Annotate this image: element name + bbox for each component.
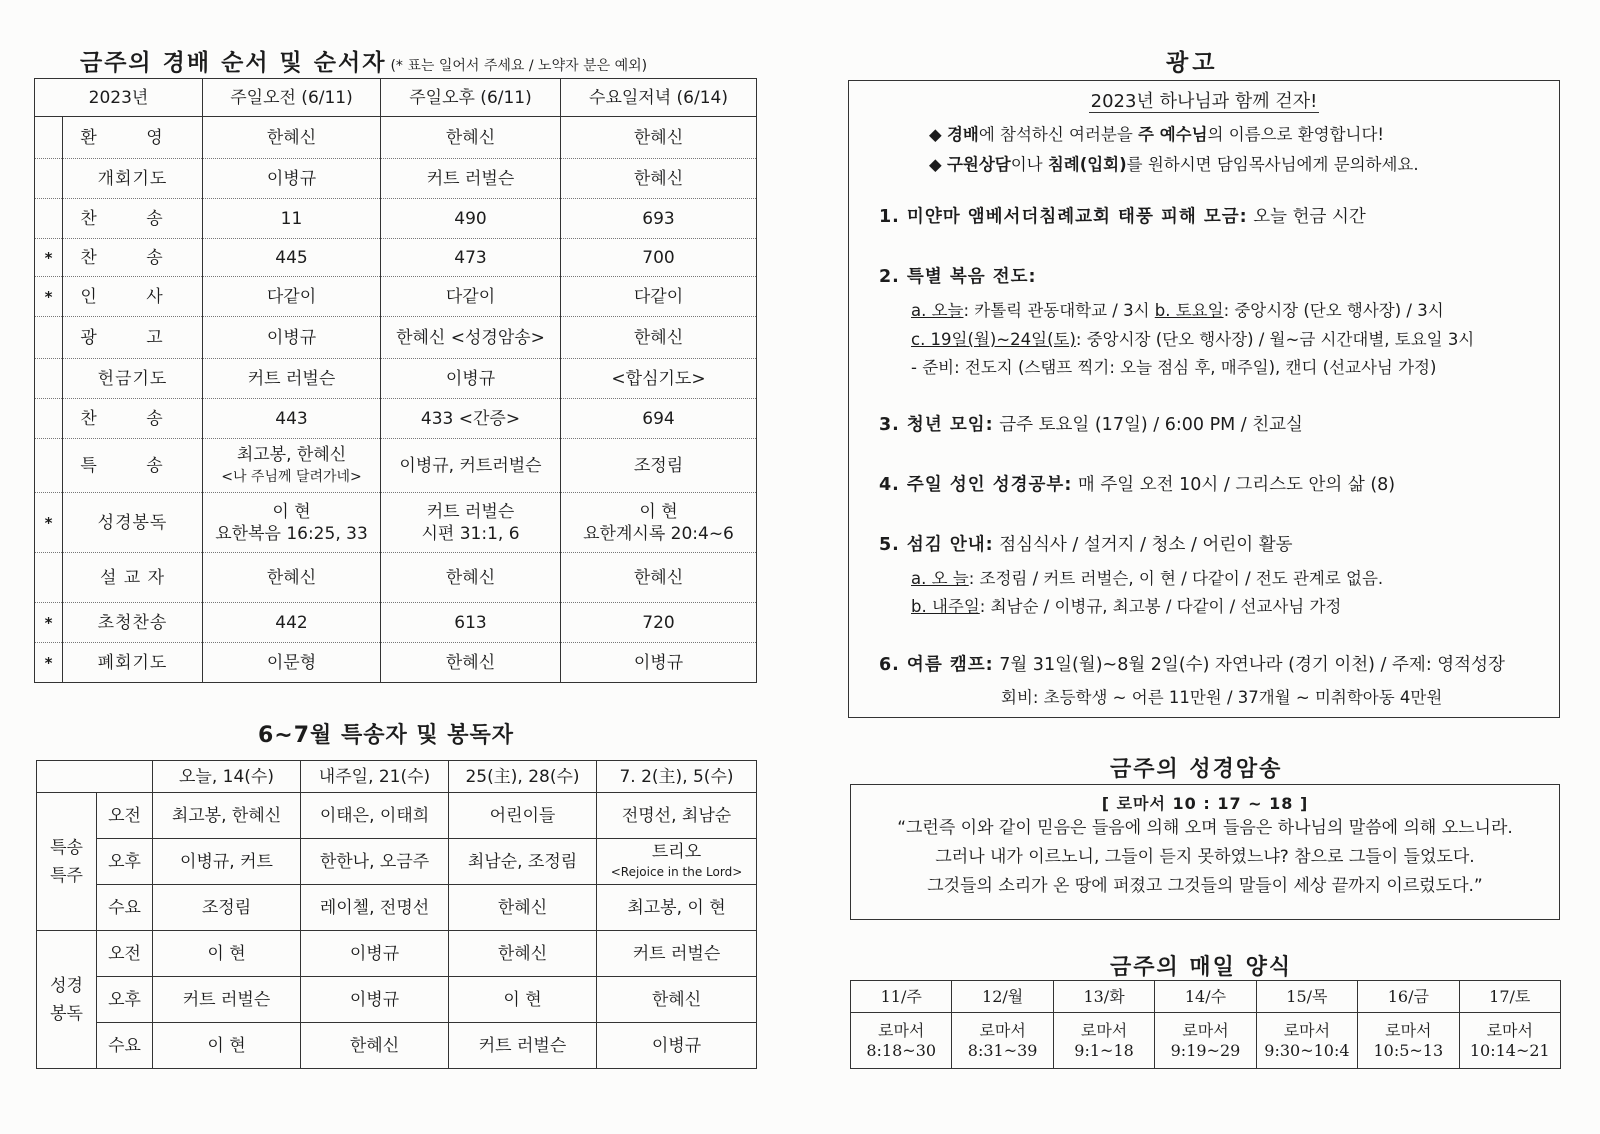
singers-cell-text: 이병규 [349, 989, 400, 1010]
worship-item: 인 사 [63, 277, 203, 317]
ads-bullet-text: 경배 [946, 125, 979, 144]
daily-verses: 9:30~10:4 [1264, 1040, 1350, 1060]
verse-line: “그런즉 이와 같이 믿음은 들음에 의해 오며 들음은 하나님의 말씀에 의해 오느니라. [897, 818, 1513, 838]
worship-cell-text: 433 <간증> [420, 408, 521, 429]
worship-cell-text: 이병규 [633, 652, 684, 673]
singers-cell [449, 793, 597, 839]
worship-cell [561, 317, 757, 359]
singers-cell [449, 1023, 597, 1069]
daily-book: 로마서 [1182, 1020, 1229, 1040]
diamond-icon: ◆ [929, 155, 947, 174]
standing-marker [35, 159, 63, 199]
singers-cell-text: 이병규 [349, 943, 400, 964]
singers-row [37, 1023, 757, 1069]
worship-cell [561, 277, 757, 317]
ads-subitem [911, 297, 1444, 321]
worship-item: 찬 송 [63, 239, 203, 277]
worship-cell [381, 159, 561, 199]
worship-cell [561, 117, 757, 159]
ads-subitem [911, 565, 1383, 589]
ads-subitem-text: : 중앙시장 (단오 행사장) / 월~금 시간대별, 토요일 3시 [1075, 330, 1475, 349]
worship-row [35, 399, 757, 439]
ads-subitem-text: 회비: 초등학생 ~ 어른 11만원 / 37개월 ~ 미취학아동 4만원 [1001, 688, 1443, 707]
worship-cell [561, 493, 757, 553]
ads-subitem-text: c. 19일(월)~24일(토) [911, 330, 1076, 349]
singers-time: 오전 [97, 793, 153, 839]
singers-cell-text: 이병규, 커트 [180, 851, 273, 872]
worship-cell [381, 553, 561, 603]
worship-cell-text: 한혜신 [633, 567, 684, 588]
singers-cell-text: 커트 러벌슨 [182, 989, 271, 1010]
ads-item-heading: 6. 여름 캠프: [879, 655, 994, 675]
worship-row [35, 159, 757, 199]
ads-bullet-text: 의 이름으로 환영합니다! [1207, 125, 1385, 144]
singers-cell-text: 어린이들 [489, 805, 556, 826]
ads-bullet [929, 121, 1559, 145]
singers-cell-text: 이병규 [651, 1035, 702, 1056]
worship-cell-subtext: 요한복음 16:25, 33 [215, 523, 368, 544]
ads-item [879, 471, 1395, 496]
singers-row [37, 977, 757, 1023]
singers-cell [301, 1023, 449, 1069]
ads-item [879, 651, 1505, 676]
singers-cell [153, 1023, 301, 1069]
verse-reference: [ 로마서 10 : 17 ~ 18 ] [1101, 794, 1309, 813]
daily-title: 금주의 매일 양식 [1110, 955, 1293, 980]
singers-cell [597, 931, 757, 977]
verse-box [850, 784, 1560, 920]
worship-cell-text: 한혜신 [445, 567, 496, 588]
worship-cell-text: 커트 러벌슨 [426, 168, 515, 189]
worship-order-heading: 금주의 경배 순서 및 순서자 [80, 50, 387, 76]
standing-marker [35, 199, 63, 239]
worship-cell [203, 439, 381, 493]
worship-cell [203, 117, 381, 159]
daily-reading [1358, 1013, 1459, 1069]
standing-marker: * [35, 493, 63, 553]
worship-item: 특 송 [63, 439, 203, 493]
worship-cell-text: 한혜신 [445, 127, 496, 148]
daily-reading [1256, 1013, 1357, 1069]
ads-item-heading: 4. 주일 성인 성경공부: [879, 475, 1073, 495]
worship-cell-text: 커트 러벌슨 [426, 501, 515, 522]
worship-cell-text: 한혜신 [633, 127, 684, 148]
worship-cell [203, 493, 381, 553]
singers-cell-text: 한혜신 [651, 989, 702, 1010]
singers-header-cell: 7. 2(主), 5(수) [597, 761, 757, 793]
worship-order-table [34, 78, 757, 683]
ads-bullet-text: 구원상담 [946, 155, 1011, 174]
ads-subitem-text: a. 오늘 [911, 301, 964, 320]
singers-cell [301, 931, 449, 977]
singers-cell [301, 839, 449, 885]
worship-header-cell: 2023년 [35, 79, 203, 117]
singers-cell-text: 한혜신 [497, 897, 548, 918]
ads-subitem-text: a. 오 늘 [911, 569, 969, 588]
worship-cell [381, 493, 561, 553]
standing-marker [35, 359, 63, 399]
singers-cell-subtext: <Rejoice in the Lord> [610, 864, 743, 879]
worship-cell [203, 159, 381, 199]
verse-title: 금주의 성경암송 [1110, 757, 1283, 782]
worship-cell [381, 399, 561, 439]
worship-cell-text: 693 [642, 208, 675, 229]
worship-cell-text: 한혜신 [633, 327, 684, 348]
ads-item [879, 411, 1303, 436]
diamond-icon: ◆ [929, 125, 947, 144]
daily-day: 16/금 [1358, 981, 1459, 1013]
ads-subitem [911, 593, 1341, 617]
worship-row [35, 317, 757, 359]
ads-item [879, 203, 1366, 228]
ads-subitem-text: b. 토요일 [1154, 301, 1224, 320]
standing-marker: * [35, 643, 63, 683]
singers-cell [597, 839, 757, 885]
worship-cell-text: 445 [275, 247, 308, 268]
worship-cell [203, 239, 381, 277]
worship-cell [561, 159, 757, 199]
singers-cell [597, 885, 757, 931]
singers-row [37, 885, 757, 931]
worship-cell-text: 694 [642, 408, 675, 429]
daily-book: 로마서 [979, 1020, 1026, 1040]
ads-bullet-text: 에 참석하신 여러분을 [978, 125, 1139, 144]
singers-cell [153, 885, 301, 931]
ads-subitem-text: : 최남순 / 이병규, 최고봉 / 다같이 / 선교사님 가정 [979, 597, 1342, 616]
worship-cell [561, 439, 757, 493]
daily-book: 로마서 [1283, 1020, 1331, 1040]
singers-cell-text: 최고봉, 이 현 [627, 897, 726, 918]
worship-item: 폐회기도 [63, 643, 203, 683]
worship-header-row [35, 79, 757, 117]
worship-cell [561, 399, 757, 439]
daily-book: 로마서 [878, 1020, 925, 1040]
worship-cell-text: 이병규 [266, 168, 317, 189]
worship-cell-text: 한혜신 [266, 127, 317, 148]
ads-subitem-text: - 준비: 전도지 (스탬프 찍기: 오늘 점심 후, 매주일), 캔디 (선교사님 가정) [911, 358, 1437, 377]
ads-item-text: 점심식사 / 설거지 / 청소 / 어린이 활동 [993, 535, 1293, 555]
singers-cell-text: 한한나, 오금주 [319, 851, 430, 872]
worship-row [35, 277, 757, 317]
worship-cell-text: 11 [280, 208, 303, 229]
daily-reading [851, 1013, 952, 1069]
worship-cell-text: 443 [275, 408, 308, 429]
worship-cell [561, 603, 757, 643]
singers-time: 오전 [97, 931, 153, 977]
worship-row [35, 643, 757, 683]
standing-marker [35, 117, 63, 159]
worship-cell-text: 이병규 [266, 327, 317, 348]
daily-book: 로마서 [1080, 1020, 1128, 1040]
worship-cell-subtext: <나 주님께 달려가네> [221, 468, 362, 485]
worship-row [35, 493, 757, 553]
singers-cell-text: 커트 러벌슨 [632, 943, 721, 964]
ads-box [848, 80, 1560, 718]
ads-subitem-text: : 카톨릭 관동대학교 / 3시 [963, 301, 1155, 320]
worship-cell-text: 442 [275, 612, 308, 633]
worship-header-cell: 주일오후 (6/11) [381, 79, 561, 117]
verse-line: 그것들의 소리가 온 땅에 퍼졌고 그것들의 말들이 세상 끝까지 이르렀도다.” [927, 876, 1483, 896]
singers-cell-text: 트리오 [651, 841, 702, 862]
worship-item: 환 영 [63, 117, 203, 159]
worship-cell-text: 최고봉, 한혜신 [236, 444, 347, 465]
worship-cell-text: 이 현 [272, 501, 311, 522]
singers-group-label: 특송 특주 [37, 793, 97, 931]
ads-subitem [1001, 684, 1442, 708]
standing-marker: * [35, 277, 63, 317]
ads-header-text: 2023년 하나님과 함께 걷자! [1090, 91, 1318, 112]
daily-verses: 8:18~30 [866, 1040, 937, 1060]
worship-row [35, 199, 757, 239]
worship-cell-subtext: 요한계시록 20:4~6 [583, 523, 734, 544]
singers-cell [153, 839, 301, 885]
daily-table [850, 980, 1561, 1069]
worship-cell-text: 720 [642, 612, 675, 633]
daily-readings-row [851, 1013, 1561, 1069]
daily-verses: 9:19~29 [1170, 1040, 1241, 1060]
daily-verses: 10:5~13 [1373, 1040, 1444, 1060]
singers-cell-text: 이 현 [503, 989, 542, 1010]
worship-row [35, 553, 757, 603]
singers-cell-text: 한혜신 [497, 943, 548, 964]
worship-cell-text: 조정림 [633, 455, 684, 476]
worship-cell-text: 700 [642, 247, 675, 268]
daily-day: 13/화 [1053, 981, 1154, 1013]
worship-item: 찬 송 [63, 199, 203, 239]
worship-cell [381, 643, 561, 683]
singers-cell-text: 전명선, 최남순 [621, 805, 732, 826]
worship-cell-text: 이병규, 커트러벌슨 [399, 455, 542, 476]
ads-subitem [911, 354, 1436, 378]
singers-cell [301, 793, 449, 839]
worship-cell [203, 643, 381, 683]
ads-title: 광고 [1166, 50, 1219, 76]
worship-item: 개회기도 [63, 159, 203, 199]
daily-verses: 10:14~21 [1469, 1040, 1550, 1060]
singers-cell [449, 931, 597, 977]
daily-day: 14/수 [1155, 981, 1256, 1013]
worship-row [35, 239, 757, 277]
worship-item: 성경봉독 [63, 493, 203, 553]
singers-cell [449, 885, 597, 931]
ads-bullet-text: 주 예수님 [1138, 125, 1208, 144]
singers-time: 오후 [97, 977, 153, 1023]
worship-item: 광 고 [63, 317, 203, 359]
singers-cell [153, 977, 301, 1023]
daily-verses: 8:31~39 [967, 1040, 1038, 1060]
singers-row [37, 839, 757, 885]
daily-day: 12/월 [952, 981, 1053, 1013]
ads-bullet-text: 침례(입회) [1047, 155, 1127, 174]
worship-cell [381, 359, 561, 399]
ads-bullet-text: 를 원하시면 담임목사님에게 문의하세요. [1126, 155, 1419, 174]
worship-cell [203, 603, 381, 643]
singers-cell-text: 이태은, 이태희 [319, 805, 430, 826]
singers-header-cell: 25(主), 28(수) [449, 761, 597, 793]
singers-header-row [37, 761, 757, 793]
worship-cell [381, 439, 561, 493]
standing-marker [35, 553, 63, 603]
daily-reading [952, 1013, 1053, 1069]
worship-cell-text: 이문형 [266, 652, 317, 673]
worship-cell [203, 199, 381, 239]
worship-cell-text: <합심기도> [611, 368, 706, 389]
worship-header-cell: 주일오전 (6/11) [203, 79, 381, 117]
ads-header [849, 87, 1559, 113]
daily-book: 로마서 [1486, 1020, 1533, 1040]
ads-item [879, 263, 1037, 288]
worship-cell-text: 한혜신 <성경암송> [396, 327, 545, 348]
standing-marker: * [35, 603, 63, 643]
daily-reading [1053, 1013, 1154, 1069]
daily-day: 17/토 [1459, 981, 1560, 1013]
worship-cell-text: 473 [454, 247, 487, 268]
singers-header-cell: 오늘, 14(수) [153, 761, 301, 793]
ads-item-text: 7월 31일(월)~8월 2일(수) 자연나라 (경기 이천) / 주제: 영적성장 [993, 655, 1505, 675]
worship-item: 초청찬송 [63, 603, 203, 643]
singers-time: 수요 [97, 1023, 153, 1069]
singers-cell [597, 977, 757, 1023]
worship-cell [381, 117, 561, 159]
worship-cell [203, 277, 381, 317]
worship-cell [561, 553, 757, 603]
worship-header-cell: 수요일저녁 (6/14) [561, 79, 757, 117]
daily-reading [1155, 1013, 1256, 1069]
worship-cell [561, 239, 757, 277]
ads-item-heading: 2. 특별 복음 전도: [879, 267, 1037, 287]
verse-line: 그러나 내가 이르노니, 그들이 듣지 못하였느냐? 참으로 그들이 들었도다. [935, 847, 1475, 867]
singers-cell-text: 최고봉, 한혜신 [171, 805, 282, 826]
singers-cell-text: 이 현 [207, 943, 246, 964]
singers-cell-text: 레이첼, 전명선 [319, 897, 430, 918]
worship-row [35, 117, 757, 159]
singers-cell [597, 1023, 757, 1069]
worship-cell-subtext: 시편 31:1, 6 [421, 523, 520, 544]
ads-item [879, 531, 1293, 556]
singers-cell [153, 931, 301, 977]
daily-days-row [851, 981, 1561, 1013]
singers-table [36, 760, 757, 1069]
worship-row [35, 603, 757, 643]
worship-cell-text: 이병규 [445, 368, 496, 389]
worship-cell [381, 199, 561, 239]
worship-item: 설 교 자 [63, 553, 203, 603]
daily-book: 로마서 [1385, 1020, 1432, 1040]
ads-item-text: 매 주일 오전 10시 / 그리스도 안의 삶 (8) [1072, 475, 1396, 495]
singers-cell-text: 이 현 [207, 1035, 246, 1056]
ads-item-heading: 5. 섬김 안내: [879, 535, 994, 555]
worship-cell-text: 한혜신 [445, 652, 496, 673]
worship-cell-text: 490 [454, 208, 487, 229]
singers-cell-text: 조정림 [201, 897, 252, 918]
worship-order-note: (* 표는 일어서 주세요 / 노약자 분은 예외) [390, 58, 648, 74]
singers-cell [597, 793, 757, 839]
worship-cell [203, 399, 381, 439]
worship-cell-text: 613 [454, 612, 487, 633]
worship-cell-text: 이 현 [639, 501, 678, 522]
singers-corner [37, 761, 153, 793]
singers-time: 수요 [97, 885, 153, 931]
standing-marker [35, 439, 63, 493]
worship-item: 찬 송 [63, 399, 203, 439]
worship-cell [203, 317, 381, 359]
worship-row [35, 439, 757, 493]
worship-cell-text: 커트 러벌슨 [247, 368, 336, 389]
worship-cell [381, 277, 561, 317]
worship-cell-text: 한혜신 [633, 168, 684, 189]
singers-row [37, 793, 757, 839]
ads-bullet-text: 이나 [1010, 155, 1048, 174]
ads-item-heading: 3. 청년 모임: [879, 415, 994, 435]
worship-cell [561, 643, 757, 683]
singers-cell-text: 커트 러벌슨 [478, 1035, 567, 1056]
worship-cell [381, 603, 561, 643]
daily-day: 15/목 [1256, 981, 1357, 1013]
worship-cell [381, 317, 561, 359]
daily-verses: 9:1~18 [1074, 1040, 1134, 1060]
ads-subitem-text: b. 내주일 [911, 597, 980, 616]
worship-cell [203, 553, 381, 603]
worship-cell-text: 다같이 [633, 286, 684, 307]
ads-bullets [849, 121, 1559, 175]
ads-item-text: 오늘 헌금 시간 [1247, 207, 1366, 227]
singers-row [37, 931, 757, 977]
singers-group-label: 성경 봉독 [37, 931, 97, 1069]
daily-reading [1459, 1013, 1560, 1069]
standing-marker: * [35, 239, 63, 277]
singers-time: 오후 [97, 839, 153, 885]
singers-header-cell: 내주일, 21(수) [301, 761, 449, 793]
standing-marker [35, 399, 63, 439]
ads-subitem [911, 326, 1474, 350]
ads-item-heading: 1. 미얀마 앰베서더침례교회 태풍 피해 모금: [879, 207, 1248, 227]
ads-bullet [929, 151, 1559, 175]
worship-item: 헌금기도 [63, 359, 203, 399]
singers-cell-text: 최남순, 조정림 [467, 851, 578, 872]
singers-cell [301, 885, 449, 931]
singers-cell [449, 977, 597, 1023]
worship-cell [203, 359, 381, 399]
worship-cell [381, 239, 561, 277]
ads-subitem-text: : 조정림 / 커트 러벌슨, 이 현 / 다같이 / 전도 관계로 없음. [968, 569, 1384, 588]
worship-order-title [80, 44, 760, 77]
worship-cell-text: 다같이 [445, 286, 496, 307]
ads-subitem-text: : 중앙시장 (단오 행사장) / 3시 [1223, 301, 1444, 320]
worship-cell-text: 다같이 [266, 286, 317, 307]
worship-row [35, 359, 757, 399]
singers-cell-text: 한혜신 [349, 1035, 400, 1056]
daily-day: 11/주 [851, 981, 952, 1013]
standing-marker [35, 317, 63, 359]
singers-cell [449, 839, 597, 885]
worship-cell-text: 한혜신 [266, 567, 317, 588]
worship-cell [561, 199, 757, 239]
singers-title: 6~7월 특송자 및 봉독자 [258, 723, 515, 748]
singers-cell [301, 977, 449, 1023]
ads-item-text: 금주 토요일 (17일) / 6:00 PM / 친교실 [993, 415, 1303, 435]
singers-cell [153, 793, 301, 839]
worship-cell [561, 359, 757, 399]
